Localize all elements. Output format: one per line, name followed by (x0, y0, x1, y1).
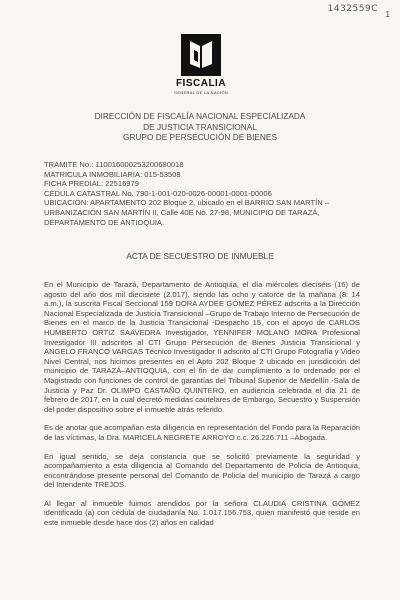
fiscalia-emblem-icon (181, 34, 221, 76)
ficha-predial: FICHA PREDIAL: 22516979 (44, 179, 139, 189)
document-body (44, 280, 360, 537)
fiscalia-logo (166, 34, 236, 95)
ubicacion: UBICACIÓN: APARTAMENTO 202 Bloque 2, ubicado en el BARRIO SAN MARTÍN –URBANIZACIÓN SAN MARTÍN II, Calle 40E No. 27-98, MUNICIPIO DE TARAZÁ, DEPARTAMENTO DE ANTIOQUIA. (44, 198, 330, 227)
handwritten-code: 1432559C (327, 4, 378, 14)
paragraph: Es de anotar que acompañan esta diligencia en representación del Fondo para la Reparación de las víctimas, la Dra. MARICELA NEGRETE ARROYO c.c. 26.226.711 –Abogada. (44, 423, 360, 442)
matricula-inmobiliaria: MATRICULA INMOBILIARIA: 015-53508 (44, 169, 181, 179)
page-number: 1 (385, 10, 390, 19)
logo-name: FISCALIA (175, 78, 227, 89)
logo-subtitle: GENERAL DE LA NACIÓN (173, 90, 229, 95)
case-metadata (44, 160, 364, 227)
header-line-3: GRUPO DE PERSECUCIÓN DE BIENES (123, 132, 277, 142)
tramite-number: TRAMITE No.: 110016000253200680018 (44, 160, 184, 169)
paragraph: En igual sentido, se deja constancia que se solicitó previamente la seguridad y acompañamiento a esta diligencia al Comando del Departamento de Policía de Antioquia, encontrándose presente personal del Comando de Policía del municipio de Tarazá a cargo del Intendente TREJOS. (44, 451, 360, 490)
paragraph: En el Municipio de Tarazá, Departamento de Antioquia, el día miércoles dieciséis (16) de agosto del año dos mil diecisiete (2.017), siendo las ocho y catorce de la mañana (8: 14 a.m.), la suscrita Fiscal Seccional 159 DORA AYDEE GÓMEZ PÉREZ adscrita a la Dirección Nacional Especializada de Justicia Transicional –Grupo de Trabajo Interno de Persecución de Bienes en el marco de la Justicia Transicional -Despacho 15, con el apoyo de CARLOS HUMBERTO ORTIZ SAAVEDRA Investigador, YENNIFER MOLANO MORA Profesional Investigador III adscritos al CTI Grupo Persecución de Bienes Justicia Transicional y ANGELO FRANCO VARGAS Técnico Investigador II adscrito al CTI Grupo Fotografía y Video Nivel Central, nos hicimos presentes en el Apto 202 Bloque 2 ubicado en jurisdicción del municipio de TARAZÁ–ANTIOQUIA, con el fin de dar cumplimiento a lo ordenado por el Magistrado con funciones de control de garantías del Tribunal Superior de Medellín -Sala de Justicia y Paz Dr. OLIMPO CASTAÑO QUINTERO, en audiencia celebrada el día 21 de febrero de 2017, en la cual decretó medidas cautelares de Embargo, Secuestro y Suspensión del poder dispositivo sobre el inmueble atrás referido. (44, 280, 360, 414)
section-title: ACTA DE SECUESTRO DE INMUEBLE (126, 251, 274, 261)
organization-header (80, 111, 320, 143)
header-line-2: DE JUSTICIA TRANSICIONAL (143, 121, 257, 132)
paragraph: Al llegar al inmueble fuimos atendidos por la señora CLAUDIA CRISTINA GÓMEZ identificado (a) con cédula de ciudadanía No. 1.017.156.753, quien manifestó que reside en este inmueble desde hace dos (2) años en calidad (44, 498, 360, 528)
cedula-catastral: CÉDULA CATASTRAL No. 790-1-001-020-0026-00001-0001-00006 (44, 188, 272, 198)
header-line-1: DIRECCIÓN DE FISCALÍA NACIONAL ESPECIALIZADA (94, 111, 306, 121)
